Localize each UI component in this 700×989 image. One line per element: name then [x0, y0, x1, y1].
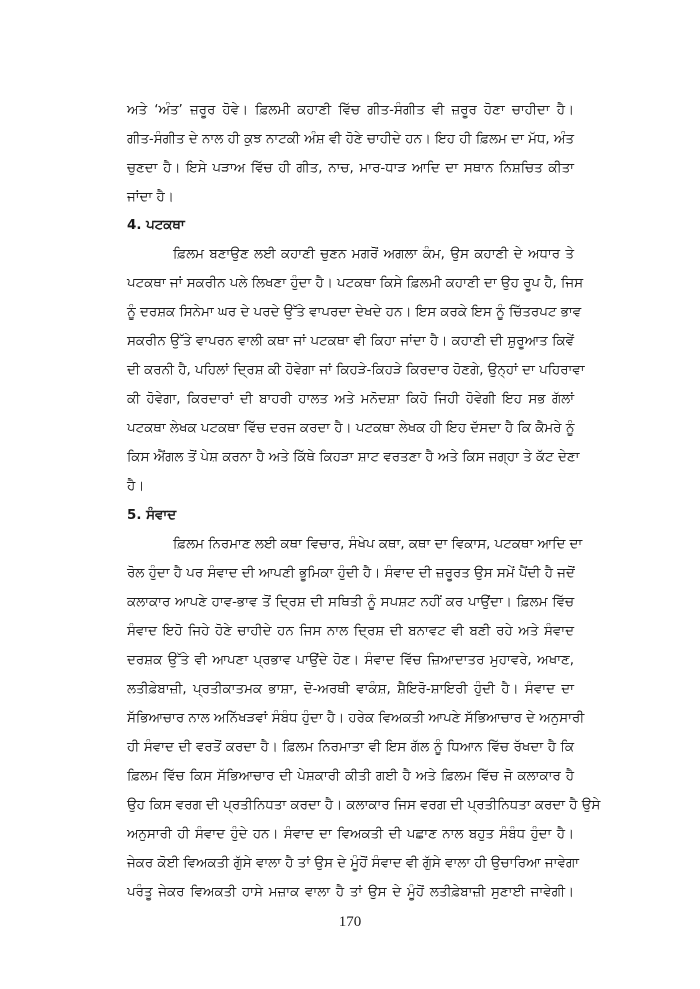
paragraph-line: ਰੋਲ ਹੁੰਦਾ ਹੈ ਪਰ ਸੰਵਾਦ ਦੀ ਆਪਣੀ ਭੂਮਿਕਾ ਹੁੰਦੀ ਹੈ। ਸੰਵਾਦ ਦੀ ਜ਼ਰੂਰਤ ਉਸ ਸਮੇਂ ਪੈਂਦੀ ਹੈ ਜਦੋਂ [127, 566, 575, 581]
paragraph-line: ਦੀ ਕਰਨੀ ਹੈ, ਪਹਿਲਾਂ ਦ੍ਰਿਸ਼ ਕੀ ਹੋਵੇਗਾ ਜਾਂ ਕਿਹੜੇ-ਕਿਹੜੇ ਕਿਰਦਾਰ ਹੋਣਗੇ, ਉਨ੍ਹਾਂ ਦਾ ਪਹਿਰਾਵਾ [127, 363, 585, 378]
paragraph-line: ਚੁਣਦਾ ਹੈ। ਇਸੇ ਪੜਾਅ ਵਿੱਚ ਹੀ ਗੀਤ, ਨਾਚ, ਮਾਰ-ਧਾੜ ਆਦਿ ਦਾ ਸਥਾਨ ਨਿਸ਼ਚਿਤ ਕੀਤਾ [127, 161, 574, 176]
paragraph-line: ਹੀ ਸੰਵਾਦ ਦੀ ਵਰਤੋਂ ਕਰਦਾ ਹੈ। ਫ਼ਿਲਮ ਨਿਰਮਾਤਾ ਵੀ ਇਸ ਗੱਲ ਨੂੰ ਧਿਆਨ ਵਿੱਚ ਰੱਖਦਾ ਹੈ ਕਿ [127, 740, 574, 755]
paragraph-line: ਨੂੰ ਦਰਸ਼ਕ ਸਿਨੇਮਾ ਘਰ ਦੇ ਪਰਦੇ ਉੱਤੇ ਵਾਪਰਦਾ ਦੇਖਦੇ ਹਨ। ਇਸ ਕਰਕੇ ਇਸ ਨੂੰ ਚਿੱਤਰਪਟ ਭਾਵ [127, 305, 582, 320]
paragraph-line: ਲਤੀਫ਼ੇਬਾਜ਼ੀ, ਪ੍ਰਤੀਕਾਤਮਕ ਭਾਸ਼ਾ, ਦੋ-ਅਰਥੀ ਵਾਕੰਸ਼, ਸ਼ੈਇਰੋ-ਸ਼ਾਇਰੀ ਹੁੰਦੀ ਹੈ। ਸੰਵਾਦ ਦਾ [127, 682, 574, 697]
section-heading-screenplay: 4. ਪਟਕਥਾ [127, 218, 185, 233]
paragraph-line: ਸਕਰੀਨ ਉੱਤੇ ਵਾਪਰਨ ਵਾਲੀ ਕਥਾ ਜਾਂ ਪਟਕਥਾ ਵੀ ਕਿਹਾ ਜਾਂਦਾ ਹੈ। ਕਹਾਣੀ ਦੀ ਸ਼ੁਰੂਆਤ ਕਿਵੇਂ [127, 334, 574, 349]
section-heading-dialogue: 5. ਸੰਵਾਦ [127, 508, 177, 523]
paragraph-line: ਪਟਕਥਾ ਜਾਂ ਸਕਰੀਨ ਪਲੇ ਲਿਖਣਾ ਹੁੰਦਾ ਹੈ। ਪਟਕਥਾ ਕਿਸੇ ਫ਼ਿਲਮੀ ਕਹਾਣੀ ਦਾ ਉਹ ਰੂਪ ਹੈ, ਜਿਸ [127, 276, 584, 291]
paragraph-line: ਫ਼ਿਲਮ ਨਿਰਮਾਣ ਲਈ ਕਥਾ ਵਿਚਾਰ, ਸੰਖੇਪ ਕਥਾ, ਕਥਾ ਦਾ ਵਿਕਾਸ, ਪਟਕਥਾ ਆਦਿ ਦਾ [173, 537, 583, 552]
paragraph-line: ਕਿਸ ਐਂਗਲ ਤੋਂ ਪੇਸ਼ ਕਰਨਾ ਹੈ ਅਤੇ ਕਿੱਥੇ ਕਿਹੜਾ ਸ਼ਾਟ ਵਰਤਣਾ ਹੈ ਅਤੇ ਕਿਸ ਜਗ੍ਹਾ ਤੇ ਕੱਟ ਦੇਣਾ [127, 450, 580, 465]
paragraph-line: ਫ਼ਿਲਮ ਬਣਾਉਣ ਲਈ ਕਹਾਣੀ ਚੁਣਨ ਮਗਰੋਂ ਅਗਲਾ ਕੰਮ, ਉਸ ਕਹਾਣੀ ਦੇ ਅਧਾਰ ਤੇ [173, 247, 574, 262]
paragraph-line: ਸੱਭਿਆਚਾਰ ਨਾਲ ਅਨਿੱਖੜਵਾਂ ਸੰਬੰਧ ਹੁੰਦਾ ਹੈ। ਹਰੇਕ ਵਿਅਕਤੀ ਆਪਣੇ ਸੱਭਿਆਚਾਰ ਦੇ ਅਨੁਸਾਰੀ [127, 711, 585, 726]
paragraph-line: ਜਾਂਦਾ ਹੈ। [127, 190, 174, 205]
paragraph-line: ਅਨੁਸਾਰੀ ਹੀ ਸੰਵਾਦ ਹੁੰਦੇ ਹਨ। ਸੰਵਾਦ ਦਾ ਵਿਅਕਤੀ ਦੀ ਪਛਾਣ ਨਾਲ ਬਹੁਤ ਸੰਬੰਧ ਹੁੰਦਾ ਹੈ। [127, 827, 574, 842]
paragraph-line: ਕਲਾਕਾਰ ਆਪਣੇ ਹਾਵ-ਭਾਵ ਤੋਂ ਦ੍ਰਿਸ਼ ਦੀ ਸਥਿਤੀ ਨੂੰ ਸਪਸ਼ਟ ਨਹੀਂ ਕਰ ਪਾਉਂਦਾ। ਫ਼ਿਲਮ ਵਿੱਚ [127, 595, 574, 610]
paragraph-line: ਦਰਸ਼ਕ ਉੱਤੇ ਵੀ ਆਪਣਾ ਪ੍ਰਭਾਵ ਪਾਉਂਦੇ ਹੋਣ। ਸੰਵਾਦ ਵਿੱਚ ਜ਼ਿਆਦਾਤਰ ਮੁਹਾਵਰੇ, ਅਖਾਣ, [127, 653, 574, 668]
paragraph-line: ਜੇਕਰ ਕੋਈ ਵਿਅਕਤੀ ਗੁੱਸੇ ਵਾਲਾ ਹੈ ਤਾਂ ਉਸ ਦੇ ਮੂੰਹੋਂ ਸੰਵਾਦ ਵੀ ਗੁੱਸੇ ਵਾਲਾ ਹੀ ਉਚਾਰਿਆ ਜਾਵੇਗਾ [127, 856, 580, 871]
paragraph-line: ਹੈ। [127, 479, 145, 494]
paragraph-line: ਪਟਕਥਾ ਲੇਖਕ ਪਟਕਥਾ ਵਿੱਚ ਦਰਜ ਕਰਦਾ ਹੈ। ਪਟਕਥਾ ਲੇਖਕ ਹੀ ਇਹ ਦੱਸਦਾ ਹੈ ਕਿ ਕੈਮਰੇ ਨੂੰ [127, 421, 575, 436]
paragraph-line: ਪਰੰਤੂ ਜੇਕਰ ਵਿਅਕਤੀ ਹਾਸੇ ਮਜ਼ਾਕ ਵਾਲਾ ਹੈ ਤਾਂ ਉਸ ਦੇ ਮੂੰਹੋਂ ਲਤੀਫ਼ੇਬਾਜ਼ੀ ਸੁਣਾਈ ਜਾਵੇਗੀ। [127, 885, 574, 900]
paragraph-line: ਕੀ ਹੋਵੇਗਾ, ਕਿਰਦਾਰਾਂ ਦੀ ਬਾਹਰੀ ਹਾਲਤ ਅਤੇ ਮਨੋਦਸ਼ਾ ਕਿਹੋ ਜਿਹੀ ਹੋਵੇਗੀ ਇਹ ਸਭ ਗੱਲਾਂ [127, 392, 574, 407]
paragraph-line: ਫ਼ਿਲਮ ਵਿੱਚ ਕਿਸ ਸੱਭਿਆਚਾਰ ਦੀ ਪੇਸ਼ਕਾਰੀ ਕੀਤੀ ਗਈ ਹੈ ਅਤੇ ਫ਼ਿਲਮ ਵਿੱਚ ਜੋ ਕਲਾਕਾਰ ਹੈ [127, 769, 574, 784]
page-number: 170 [338, 914, 362, 930]
paragraph-line: ਗੀਤ-ਸੰਗੀਤ ਦੇ ਨਾਲ ਹੀ ਕੁਝ ਨਾਟਕੀ ਅੰਸ਼ ਵੀ ਹੋਣੇ ਚਾਹੀਦੇ ਹਨ। ਇਹ ਹੀ ਫ਼ਿਲਮ ਦਾ ਮੱਧ, ਅੰਤ [127, 132, 574, 147]
paragraph-line: ਉਹ ਕਿਸ ਵਰਗ ਦੀ ਪ੍ਰਤੀਨਿਧਤਾ ਕਰਦਾ ਹੈ। ਕਲਾਕਾਰ ਜਿਸ ਵਰਗ ਦੀ ਪ੍ਰਤੀਨਿਧਤਾ ਕਰਦਾ ਹੈ ਉਸੇ [127, 798, 601, 813]
paragraph-line: ਸੰਵਾਦ ਇਹੋ ਜਿਹੇ ਹੋਣੇ ਚਾਹੀਦੇ ਹਨ ਜਿਸ ਨਾਲ ਦ੍ਰਿਸ਼ ਦੀ ਬਨਾਵਟ ਵੀ ਬਣੀ ਰਹੇ ਅਤੇ ਸੰਵਾਦ [127, 624, 574, 639]
paragraph-line: ਅਤੇ ‘ਅੰਤ’ ਜ਼ਰੂਰ ਹੋਵੇ। ਫ਼ਿਲਮੀ ਕਹਾਣੀ ਵਿੱਚ ਗੀਤ-ਸੰਗੀਤ ਵੀ ਜ਼ਰੂਰ ਹੋਣਾ ਚਾਹੀਦਾ ਹੈ। [127, 103, 574, 118]
